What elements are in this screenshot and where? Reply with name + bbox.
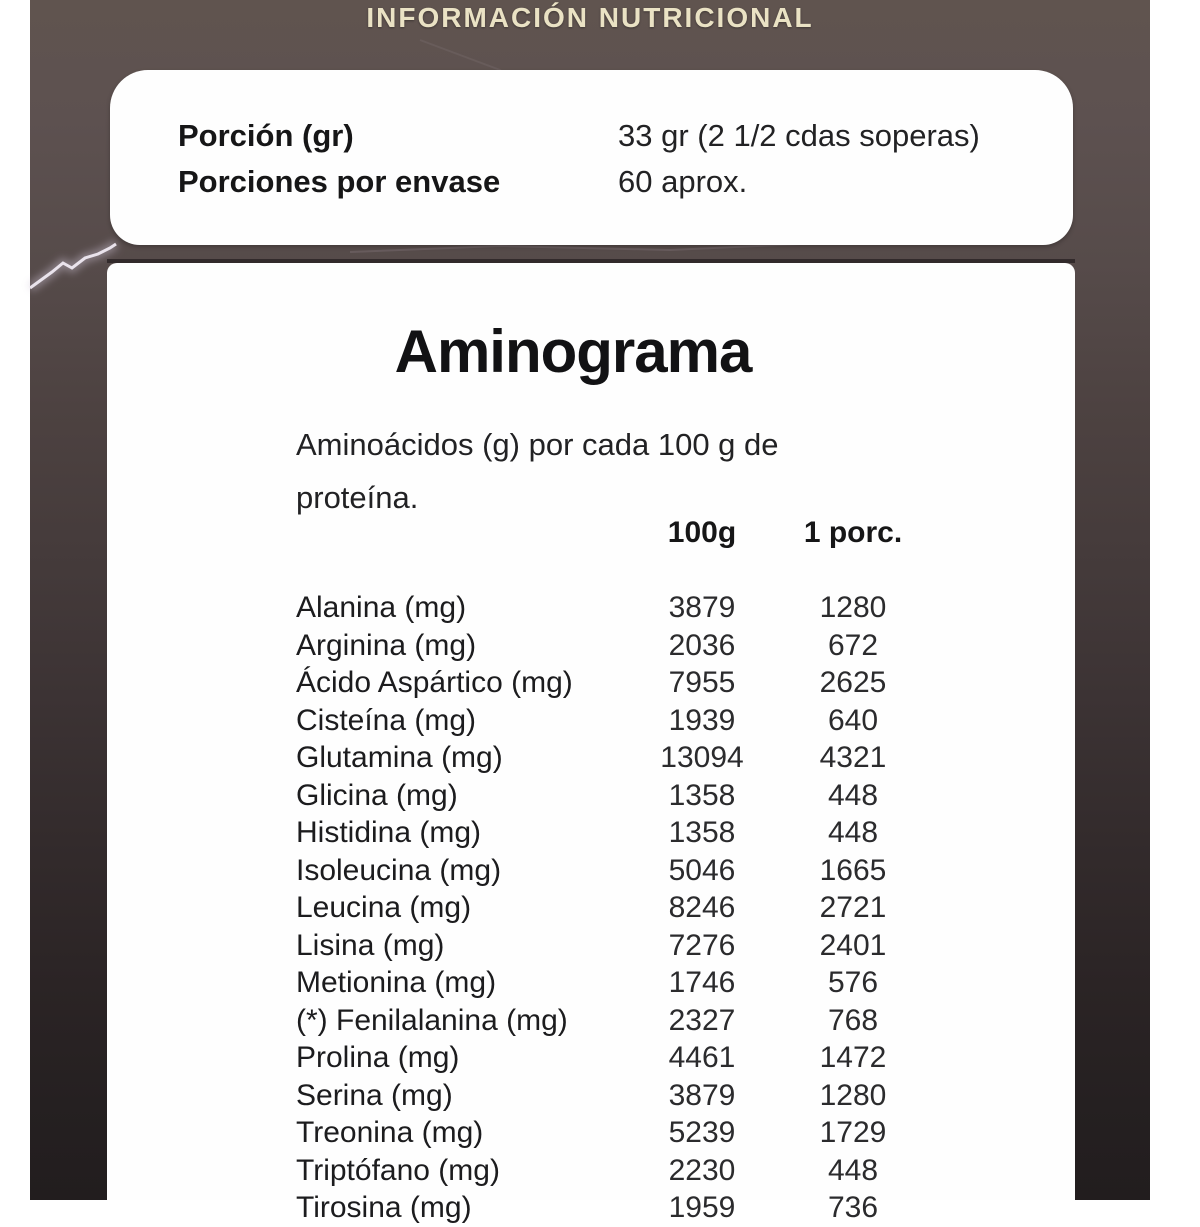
table-row	[296, 1039, 956, 1077]
amino-name: Triptófano (mg)	[296, 1153, 500, 1187]
table-row	[296, 1114, 956, 1152]
amino-name: Glicina (mg)	[296, 778, 458, 812]
amino-name: Arginina (mg)	[296, 628, 477, 662]
amino-1porc-value: 448	[827, 1153, 879, 1187]
amino-100g-value: 2036	[668, 628, 736, 662]
serving-info-card	[110, 70, 1073, 245]
amino-100g-value: 4461	[668, 1041, 736, 1074]
serving-row	[110, 160, 1073, 204]
table-row	[296, 664, 956, 702]
amino-1porc-value: 2401	[819, 928, 887, 962]
amino-table-body	[296, 589, 956, 1227]
table-row	[296, 1002, 956, 1040]
amino-100g-value: 7955	[668, 666, 736, 699]
page-title: INFORMACIÓN NUTRICIONAL	[366, 2, 814, 33]
column-header-1porc: 1 porc.	[803, 516, 903, 549]
table-row	[296, 739, 956, 777]
table-row	[296, 964, 956, 1002]
amino-1porc-value: 736	[827, 1191, 879, 1224]
amino-100g-value: 1358	[668, 778, 736, 812]
amino-name: (*) Fenilalanina (mg)	[296, 1003, 568, 1037]
amino-1porc-value: 1729	[819, 1116, 887, 1149]
table-row	[296, 777, 956, 815]
amino-100g-value: 1939	[668, 703, 736, 737]
amino-100g-value: 13094	[660, 741, 744, 774]
aminogram-subtitle	[296, 418, 916, 524]
aminogram-card	[107, 263, 1075, 1224]
amino-100g-value: 2327	[668, 1003, 736, 1037]
serving-label: Porciones por envase	[178, 164, 501, 199]
amino-100g-value: 2230	[668, 1153, 736, 1187]
amino-1porc-value: 448	[827, 778, 879, 812]
amino-100g-value: 3879	[668, 1078, 736, 1112]
amino-1porc-value: 2625	[819, 666, 887, 699]
amino-1porc-value: 4321	[819, 741, 887, 774]
table-row	[296, 702, 956, 740]
amino-name: Lisina (mg)	[296, 928, 445, 962]
subtitle-line-2: proteína.	[296, 480, 419, 515]
amino-1porc-value: 1472	[819, 1041, 887, 1074]
amino-1porc-value: 1665	[819, 853, 887, 887]
column-header-100g: 100g	[667, 516, 737, 549]
table-header	[296, 514, 956, 552]
amino-1porc-value: 448	[827, 816, 879, 849]
amino-name: Serina (mg)	[296, 1078, 453, 1112]
table-row	[296, 627, 956, 665]
table-row	[296, 1189, 956, 1227]
table-row	[296, 852, 956, 890]
amino-1porc-value: 1280	[819, 1078, 887, 1112]
table-row	[296, 927, 956, 965]
aminogram-title: Aminograma	[394, 318, 752, 385]
amino-1porc-value: 576	[827, 966, 879, 999]
amino-100g-value: 5239	[668, 1116, 736, 1149]
amino-name: Isoleucina (mg)	[296, 853, 502, 887]
amino-name: Histidina (mg)	[296, 816, 482, 849]
serving-row	[110, 114, 1073, 158]
table-row	[296, 1152, 956, 1190]
amino-name: Glutamina (mg)	[296, 741, 503, 774]
amino-100g-value: 3879	[668, 591, 736, 624]
amino-100g-value: 1358	[668, 816, 736, 849]
amino-name: Alanina (mg)	[296, 591, 467, 624]
subtitle-line-1: Aminoácidos (g) por cada 100 g de	[296, 427, 779, 462]
serving-value: 60 aprox.	[618, 164, 748, 199]
amino-100g-value: 1959	[668, 1191, 736, 1224]
table-row	[296, 814, 956, 852]
amino-name: Tirosina (mg)	[296, 1191, 472, 1224]
amino-100g-value: 8246	[668, 891, 736, 924]
header-spacer	[296, 514, 636, 552]
amino-1porc-value: 2721	[819, 891, 887, 924]
table-row	[296, 889, 956, 927]
table-row	[296, 589, 956, 627]
amino-100g-value: 7276	[668, 928, 736, 962]
amino-name: Ácido Aspártico (mg)	[296, 666, 573, 699]
serving-label: Porción (gr)	[178, 118, 354, 153]
amino-name: Treonina (mg)	[296, 1116, 484, 1149]
amino-1porc-value: 768	[827, 1003, 879, 1037]
amino-name: Metionina (mg)	[296, 966, 497, 999]
amino-name: Cisteína (mg)	[296, 703, 477, 737]
amino-100g-value: 1746	[668, 966, 736, 999]
amino-1porc-value: 1280	[819, 591, 887, 624]
table-row	[296, 1077, 956, 1115]
amino-1porc-value: 672	[827, 628, 879, 662]
amino-1porc-value: 640	[827, 703, 879, 737]
amino-name: Leucina (mg)	[296, 891, 472, 924]
amino-name: Prolina (mg)	[296, 1041, 460, 1074]
serving-value: 33 gr (2 1/2 cdas soperas)	[618, 118, 980, 153]
amino-100g-value: 5046	[668, 853, 736, 887]
